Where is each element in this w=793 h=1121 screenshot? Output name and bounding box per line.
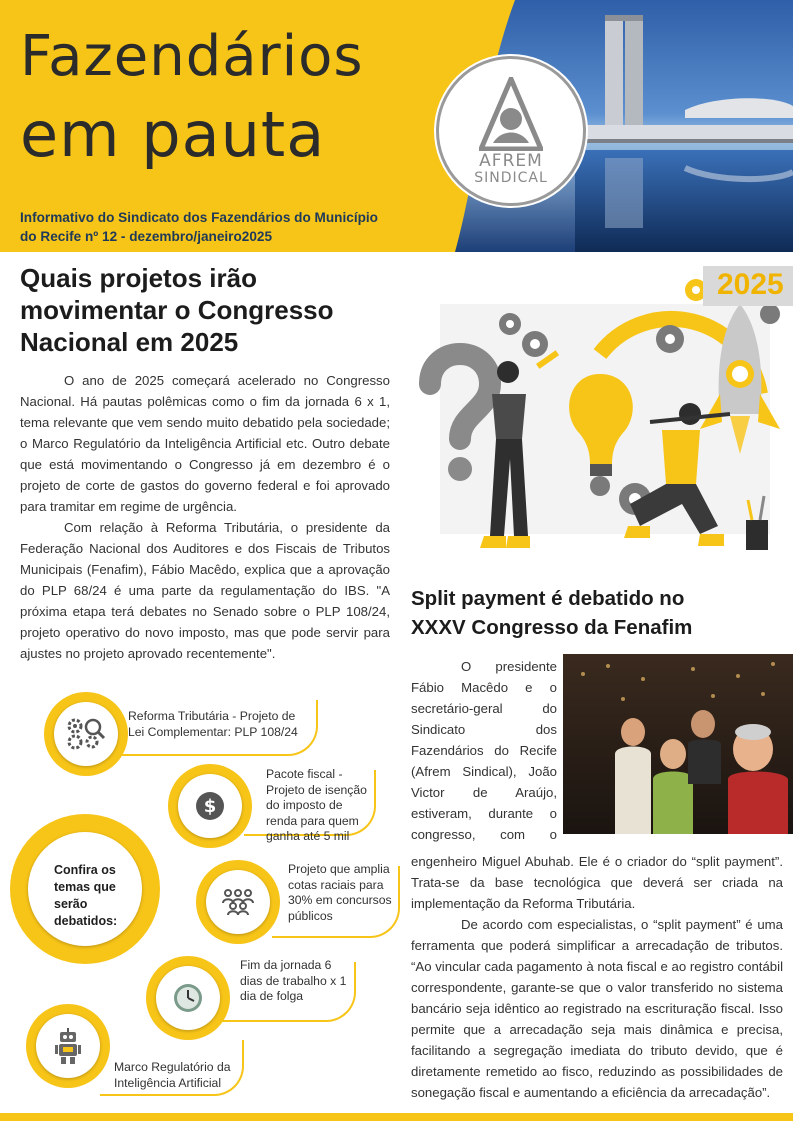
topic-badge	[168, 764, 252, 848]
topic-label: Projeto que amplia cotas raciais para 30% em concursos públicos	[288, 862, 392, 923]
footer-bar	[0, 1113, 793, 1121]
topic-label: Pacote fiscal - Projeto de isenção do imposto de renda para quem ganha até 5 mil	[266, 767, 367, 843]
topic-badge	[26, 1004, 110, 1088]
main-headline: Quais projetos irão movimentar o Congresso Nacional em 2025	[20, 263, 334, 357]
second-article-body	[411, 851, 783, 1103]
article-paragraph: De acordo com especialistas, o “split payment” é uma ferramenta que poderá simplificar a arrecadação de tributos. “Ao vincular cada pagamento à nota fiscal e ao registro contábil correspondente, garante-se que o valor transferido no sistema bancário seja idêntico ao registrado na escrituração fiscal. Isso permite que a arrecadação seja mais dinâmica e precisa, facilitando a segregação imediata do tributo devido, que é diretamente remetido ao fisco, reduzindo as possibilidades de sonegação fiscal e aumentando a eficiência da arrecadação”.	[411, 917, 783, 1100]
article-paragraph: O ano de 2025 começará acelerado no Congresso Nacional. Há pautas polêmicas como o fim da jornada 6 x 1, tema relevante que vem sendo muito debatido pela sociedade; o Marco Regulatório da Inteligência Artificial etc. Outro debate que está movimentando o Congresso já em dezembro é o projeto de corte de gastos do governo federal e foi aprovado para tramitar em regime de urgência.	[20, 373, 390, 514]
article-paragraph: O presidente Fábio Macêdo e o secretário-geral do Sindicato dos Fazendários do Recife (Afrem Sindical), João Victor de Araújo, estiveram, durante o congresso, com o	[411, 659, 557, 842]
congress-group-photo	[563, 654, 793, 834]
gears-magnifier-icon	[54, 702, 118, 766]
topic-badge	[196, 860, 280, 944]
afrem-logo	[436, 56, 586, 206]
topic-label: Reforma Tributária - Projeto de Lei Complementar: PLP 108/24	[128, 709, 298, 739]
brand-title-line2: em pauta	[20, 98, 326, 171]
topic-label: Fim da jornada 6 dias de trabalho x 1 dia de folga	[240, 958, 347, 1003]
robot-icon	[36, 1014, 100, 1078]
congress-2025-illustration	[400, 264, 793, 564]
logo-text-sindical: SINDICAL	[474, 170, 548, 186]
people-group-icon	[206, 870, 270, 934]
logo-text-afrem: AFREM	[479, 151, 543, 171]
topics-center-badge	[10, 814, 160, 964]
article-paragraph: Com relação à Reforma Tributária, o presidente da Federação Nacional dos Auditores e dos Fiscais de Tributos Municipais (Fenafim), Fábio Macêdo, explica que a aprovação do PLP 68/24 é uma parte da regulamentação do IBS. "A próxima etapa terá debates no Senado sobre o PLP 108/24, projeto operativo do novo imposto, mas que pode servir para ajustes no projeto aprovado recentemente".	[20, 520, 390, 661]
afrem-logo-icon	[479, 77, 543, 151]
secondary-headline: Split payment é debatido no XXXV Congresso da Fenafim	[411, 587, 693, 639]
svg-text:$: $	[203, 796, 217, 817]
topics-infographic	[0, 680, 400, 1121]
topic-label: Marco Regulatório da Inteligência Artificial	[114, 1060, 231, 1090]
masthead	[0, 0, 793, 252]
second-article-intro	[411, 656, 557, 845]
clock-icon	[156, 966, 220, 1030]
topics-center-inner	[28, 832, 142, 946]
article-paragraph: engenheiro Miguel Abuhab. Ele é o criador do “split payment”. Trata-se da base tecnológica que deverá ser criada na implementação da Reforma Tributária.	[411, 854, 783, 911]
topic-badge	[146, 956, 230, 1040]
topic-badge	[44, 692, 128, 776]
newsletter-subtitle: Informativo do Sindicato dos Fazendários do Município do Recife nº 12 - dezembro/janeiro2025	[20, 210, 378, 244]
main-article-body	[20, 370, 390, 664]
brand-title-line1: Fazendários	[20, 24, 364, 89]
topics-center-label: Confira os temas que serão debatidos:	[54, 863, 118, 928]
dollar-coin-icon	[178, 774, 242, 838]
year-label: 2025	[717, 268, 784, 301]
